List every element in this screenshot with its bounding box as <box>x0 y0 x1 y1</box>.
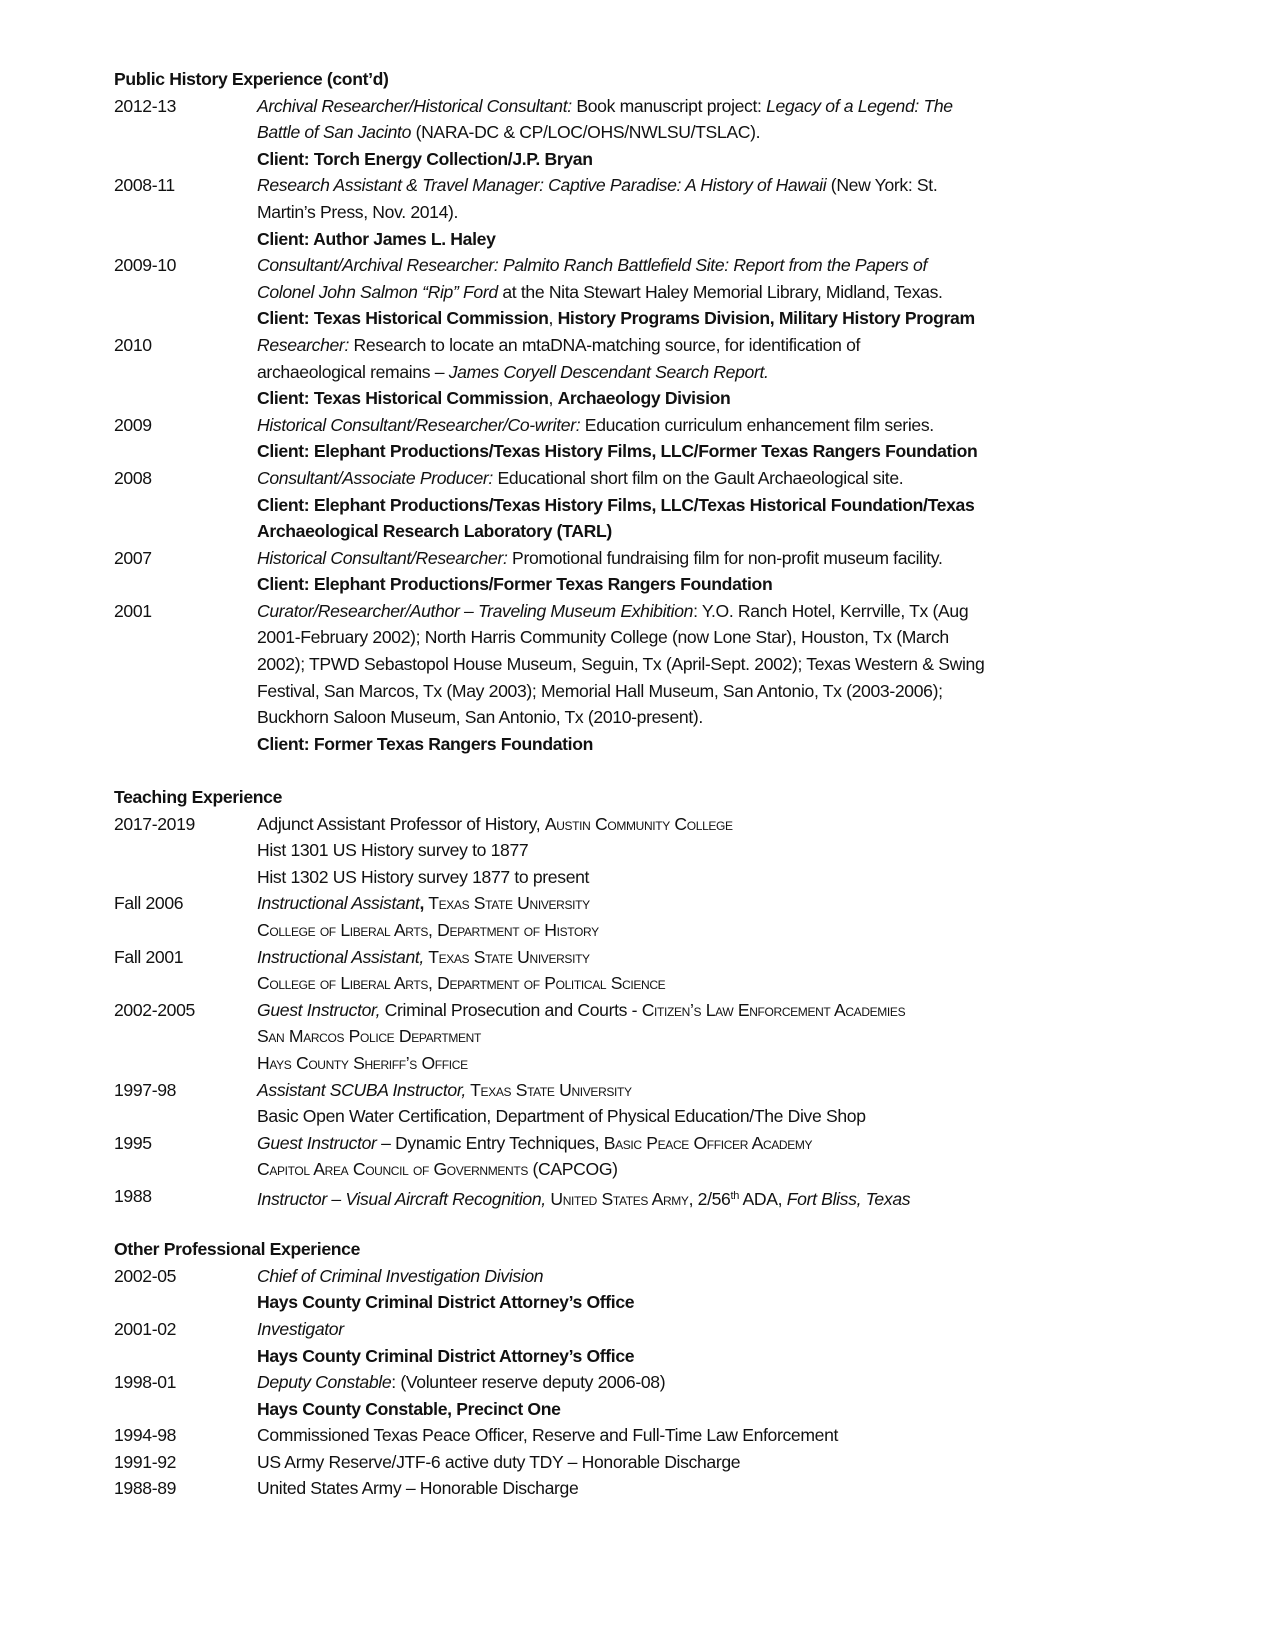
description-line <box>257 1077 1099 1104</box>
entry-year: 2007 <box>114 547 152 568</box>
text-segment: Client: Texas Historical Commission <box>257 388 549 409</box>
resume-section <box>114 1236 1104 1502</box>
text-segment: Researcher: <box>257 334 349 355</box>
description-line <box>257 1130 1099 1157</box>
description-line <box>257 119 1099 146</box>
description-line <box>257 465 1099 492</box>
description-line <box>257 651 1099 678</box>
entry-year: 1994-98 <box>114 1425 177 1446</box>
entry-description <box>257 1422 1099 1449</box>
experience-entry <box>114 1263 1104 1316</box>
entry-description <box>257 93 1099 173</box>
entry-description <box>257 252 1099 332</box>
entry-year: 1997-98 <box>114 1079 177 1100</box>
text-segment: th <box>730 1189 739 1202</box>
entry-year: 2012-13 <box>114 95 177 116</box>
description-line <box>257 226 1099 253</box>
description-line <box>257 1156 1099 1183</box>
resume-page <box>114 66 1104 1502</box>
text-segment: Colonel John Salmon “Rip” Ford <box>257 281 498 302</box>
text-segment: Archaeology Division <box>557 388 731 409</box>
text-segment: Texas State University <box>465 1079 632 1100</box>
text-segment: Hays County Constable, Precinct One <box>257 1398 561 1419</box>
text-segment: San Marcos Police Department <box>257 1026 481 1047</box>
text-segment: : Y.O. Ranch Hotel, Kerrville, Tx (Aug <box>693 600 969 621</box>
text-segment: Instructor – Visual Aircraft Recognition, <box>257 1188 546 1209</box>
experience-entry <box>114 465 1104 545</box>
text-segment: Instructional Assistant, <box>257 946 424 967</box>
text-segment: Consultant/Associate Producer: <box>257 467 493 488</box>
text-segment: Texas State University <box>423 946 590 967</box>
description-line <box>257 837 1099 864</box>
text-segment: 2002); TPWD Sebastopol House Museum, Seguin, Tx (April-Sept. 2002); Texas Western & Swing <box>257 654 985 675</box>
entry-description <box>257 997 1099 1077</box>
text-segment: Client: Elephant Productions/Texas History Films, LLC/Former Texas Rangers Foundation <box>257 441 978 462</box>
entry-description <box>257 1449 1099 1476</box>
text-segment: Research to locate an mtaDNA-matching source, for identification of <box>348 334 861 355</box>
description-line <box>257 598 1099 625</box>
entry-description <box>257 332 1099 412</box>
entry-year: 1995 <box>114 1132 152 1153</box>
text-segment: Citizen’s Law Enforcement Academies <box>641 999 906 1020</box>
text-segment: – Dynamic Entry Techniques, <box>376 1132 604 1153</box>
description-line <box>257 279 1099 306</box>
experience-entry <box>114 1449 1104 1476</box>
description-line <box>257 1475 1099 1502</box>
text-segment: College of Liberal Arts, Department of Political Science <box>257 973 666 994</box>
description-line <box>257 438 1099 465</box>
description-line <box>257 1449 1099 1476</box>
text-segment: : (Volunteer reserve deputy 2006-08) <box>391 1372 666 1393</box>
experience-entry <box>114 1422 1104 1449</box>
description-line <box>257 1316 1099 1343</box>
entry-year: 1991-92 <box>114 1451 177 1472</box>
text-segment: Client: Elephant Productions/Texas History Films, LLC/Texas Historical Foundation/Texas <box>257 494 975 515</box>
text-segment: Basic Open Water Certification, Department of Physical Education/The Dive Shop <box>257 1106 866 1127</box>
text-segment: Chief of Criminal Investigation Division <box>257 1265 544 1286</box>
entry-year: 1988 <box>114 1185 152 1206</box>
text-segment: James Coryell Descendant Search Report. <box>448 361 769 382</box>
experience-entry <box>114 545 1104 598</box>
text-segment: , 2/56 <box>688 1188 731 1209</box>
text-segment: Fort Bliss, Texas <box>786 1188 911 1209</box>
description-line <box>257 944 1099 971</box>
experience-entry <box>114 1130 1104 1183</box>
text-segment: (NARA-DC & CP/LOC/OHS/NWLSU/TSLAC). <box>411 122 761 143</box>
entry-description <box>257 1475 1099 1502</box>
entry-description <box>257 944 1099 997</box>
text-segment: Martin’s Press, Nov. 2014). <box>257 201 459 222</box>
text-segment: Hays County Sheriff’s Office <box>257 1052 468 1073</box>
description-line <box>257 1422 1099 1449</box>
entry-description <box>257 1316 1099 1369</box>
description-line <box>257 93 1099 120</box>
entry-year: 2001-02 <box>114 1318 177 1339</box>
description-line <box>257 997 1099 1024</box>
text-segment: History Programs Division, Military History Program <box>557 308 975 329</box>
experience-entry <box>114 1369 1104 1422</box>
entry-year: 1988-89 <box>114 1478 177 1499</box>
text-segment: Client: Elephant Productions/Former Texas Rangers Foundation <box>257 574 773 595</box>
description-line <box>257 518 1099 545</box>
description-line <box>257 917 1099 944</box>
text-segment: Investigator <box>257 1318 344 1339</box>
experience-entry <box>114 1475 1104 1502</box>
description-line <box>257 1103 1099 1130</box>
entry-description <box>257 545 1099 598</box>
text-segment: Curator/Researcher/Author – Traveling Museum Exhibition <box>257 600 694 621</box>
text-segment: Client: Torch Energy Collection/J.P. Bryan <box>257 148 593 169</box>
resume-section <box>114 66 1104 757</box>
experience-entry <box>114 811 1104 891</box>
text-segment: Adjunct Assistant Professor of History, <box>257 813 545 834</box>
description-line <box>257 970 1099 997</box>
experience-entry <box>114 332 1104 412</box>
text-segment: Criminal Prosecution and Courts - <box>380 999 642 1020</box>
entry-description <box>257 172 1099 252</box>
text-segment: archaeological remains – <box>257 361 449 382</box>
entry-year: Fall 2006 <box>114 893 184 914</box>
text-segment: , <box>548 388 558 409</box>
description-line <box>257 1263 1099 1290</box>
entry-year: 2010 <box>114 334 152 355</box>
description-line <box>257 305 1099 332</box>
entry-description <box>257 1369 1099 1422</box>
text-segment: Buckhorn Saloon Museum, San Antonio, Tx (2010-present). <box>257 707 703 728</box>
description-line <box>257 890 1099 917</box>
description-line <box>257 1050 1099 1077</box>
experience-entry <box>114 944 1104 997</box>
description-line <box>257 731 1099 758</box>
description-line <box>257 571 1099 598</box>
entry-year: 2017-2019 <box>114 813 195 834</box>
text-segment: Instructional Assistant <box>257 893 420 914</box>
text-segment: Consultant/Archival Researcher: Palmito Ranch Battlefield Site: Report from the Papers of <box>257 255 927 276</box>
description-line <box>257 1183 1099 1210</box>
text-segment: College of Liberal Arts, Department of History <box>257 920 599 940</box>
description-line <box>257 1396 1099 1423</box>
text-segment: Assistant SCUBA Instructor, <box>257 1079 466 1100</box>
description-line <box>257 1343 1099 1370</box>
experience-entry <box>114 1183 1104 1210</box>
entry-year: 2009-10 <box>114 255 177 276</box>
text-segment: (CAPCOG) <box>527 1159 618 1180</box>
text-segment: Hays County Criminal District Attorney’s Office <box>257 1345 635 1366</box>
experience-entry <box>114 997 1104 1077</box>
entry-description <box>257 465 1099 545</box>
experience-entry <box>114 598 1104 758</box>
text-segment: Education curriculum enhancement film series. <box>580 414 934 435</box>
entry-year: 2008-11 <box>114 175 175 196</box>
description-line <box>257 492 1099 519</box>
experience-entry <box>114 1077 1104 1130</box>
text-segment: Hays County Criminal District Attorney’s Office <box>257 1292 635 1313</box>
experience-entry <box>114 890 1104 943</box>
entry-description <box>257 811 1099 891</box>
section-spacer <box>114 1210 1104 1237</box>
entry-description <box>257 1130 1099 1183</box>
text-segment: Client: Texas Historical Commission <box>257 308 549 329</box>
experience-entry <box>114 1316 1104 1369</box>
section-spacer <box>114 757 1104 784</box>
text-segment: , <box>548 308 558 329</box>
text-segment: Client: Author James L. Haley <box>257 228 496 249</box>
description-line <box>257 704 1099 731</box>
experience-entry <box>114 93 1104 173</box>
text-segment: United States Army <box>545 1188 689 1209</box>
section-heading: Public History Experience (cont’d) <box>114 69 389 89</box>
entry-description <box>257 412 1099 465</box>
description-line <box>257 199 1099 226</box>
text-segment: Hist 1301 US History survey to 1877 <box>257 840 529 861</box>
text-segment: US Army Reserve/JTF-6 active duty TDY – Honorable Discharge <box>257 1451 741 1472</box>
text-segment: 2001-February 2002); North Harris Community College (now Lone Star), Houston, Tx (March <box>257 627 949 648</box>
description-line <box>257 359 1099 386</box>
entry-year: 2008 <box>114 467 152 488</box>
text-segment: , <box>419 893 424 914</box>
text-segment: Guest Instructor, <box>257 999 381 1020</box>
section-heading: Other Professional Experience <box>114 1239 361 1260</box>
text-segment: Promotional fundraising film for non-profit museum facility. <box>507 547 943 568</box>
entry-year: 1998-01 <box>114 1372 177 1393</box>
entry-description <box>257 1263 1099 1316</box>
description-line <box>257 146 1099 173</box>
text-segment: (New York: St. <box>826 175 938 196</box>
text-segment: Client: Former Texas Rangers Foundation <box>257 733 593 754</box>
description-line <box>257 811 1099 838</box>
text-segment: Historical Consultant/Researcher: <box>257 547 508 568</box>
description-line <box>257 1023 1099 1050</box>
text-segment: Festival, San Marcos, Tx (May 2003); Memorial Hall Museum, San Antonio, Tx (2003-2006); <box>257 680 943 701</box>
text-segment: Austin Community College <box>544 813 733 834</box>
description-line <box>257 545 1099 572</box>
description-line <box>257 864 1099 891</box>
text-segment: Deputy Constable <box>257 1372 392 1393</box>
experience-entry <box>114 172 1104 252</box>
text-segment: Archival Researcher/Historical Consultant: <box>257 95 572 116</box>
text-segment: Legacy of a Legend: The <box>766 95 953 116</box>
resume-section <box>114 784 1104 1210</box>
entry-description <box>257 1077 1099 1130</box>
entry-year: 2009 <box>114 414 152 435</box>
text-segment: Commissioned Texas Peace Officer, Reserve and Full-Time Law Enforcement <box>257 1425 839 1446</box>
description-line <box>257 1369 1099 1396</box>
description-line <box>257 412 1099 439</box>
text-segment: Book manuscript project: <box>571 95 767 116</box>
text-segment: Texas State University <box>423 893 590 914</box>
entry-year: 2002-2005 <box>114 999 195 1020</box>
entry-year: 2001 <box>114 600 152 621</box>
text-segment: ADA, <box>738 1188 787 1209</box>
description-line <box>257 252 1099 279</box>
text-segment: Research Assistant & Travel Manager: Captive Paradise: A History of Hawaii <box>257 175 827 196</box>
text-segment: United States Army – Honorable Discharge <box>257 1478 579 1499</box>
experience-entry <box>114 252 1104 332</box>
entry-description <box>257 598 1099 758</box>
text-segment: Capitol Area Council of Governments <box>257 1159 528 1180</box>
description-line <box>257 385 1099 412</box>
text-segment: at the Nita Stewart Haley Memorial Library, Midland, Texas. <box>497 281 943 302</box>
text-segment: Guest Instructor <box>257 1132 377 1153</box>
text-segment: Hist 1302 US History survey 1877 to present <box>257 866 590 887</box>
text-segment: Basic Peace Officer Academy <box>603 1132 813 1153</box>
description-line <box>257 332 1099 359</box>
text-segment: Archaeological Research Laboratory (TARL) <box>257 521 612 542</box>
entry-year: Fall 2001 <box>114 946 184 967</box>
text-segment: Historical Consultant/Researcher/Co-writer: <box>257 414 581 435</box>
section-heading: Teaching Experience <box>114 787 283 808</box>
entry-description <box>257 1183 1099 1210</box>
description-line <box>257 1289 1099 1316</box>
description-line <box>257 172 1099 199</box>
entry-year: 2002-05 <box>114 1265 177 1286</box>
text-segment: Educational short film on the Gault Archaeological site. <box>492 467 904 488</box>
description-line <box>257 624 1099 651</box>
text-segment: Battle of San Jacinto <box>257 122 412 143</box>
entry-description <box>257 890 1099 943</box>
experience-entry <box>114 412 1104 465</box>
description-line <box>257 678 1099 705</box>
